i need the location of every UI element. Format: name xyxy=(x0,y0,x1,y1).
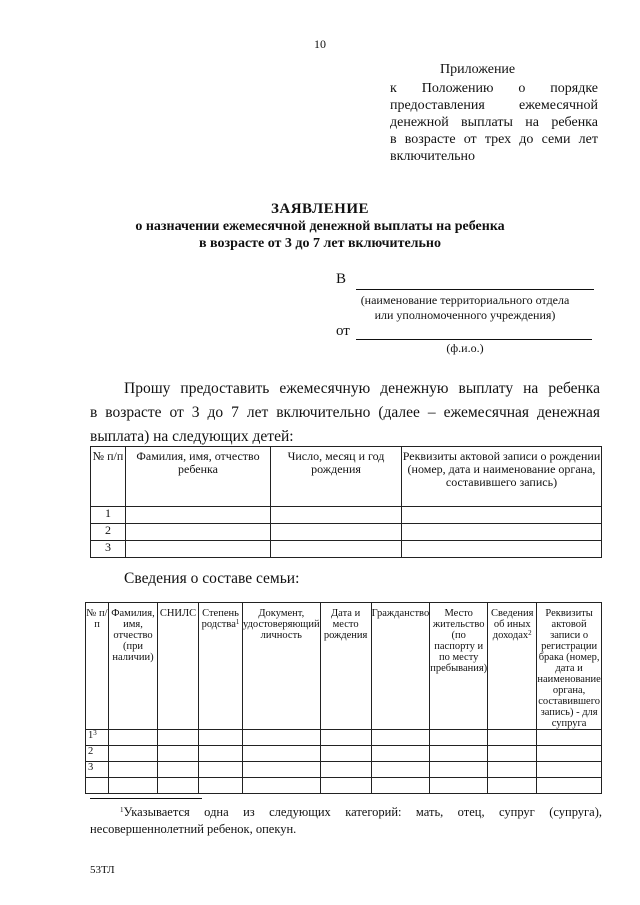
row-number-text: 1 xyxy=(88,730,94,741)
table-cell[interactable] xyxy=(402,541,602,558)
footnote-marker: 1 xyxy=(120,806,124,814)
family-table xyxy=(85,602,602,794)
kinship-label: Степень родства xyxy=(201,608,239,630)
table-cell[interactable] xyxy=(158,762,199,778)
request-line: в возрасте от 3 до 7 лет включительно (далее – ежемесячная денежная xyxy=(90,404,600,421)
appendix-line: предоставления ежемесячной xyxy=(390,98,598,113)
document-code: 53ТЛ xyxy=(90,864,115,876)
table-cell[interactable] xyxy=(320,762,371,778)
footnote xyxy=(90,804,602,838)
table-cell[interactable] xyxy=(320,730,371,746)
table-header: № п/п xyxy=(91,447,126,507)
table-row xyxy=(91,507,602,524)
to-caption: (наименование территориального отдела xyxy=(360,293,570,307)
table-cell[interactable] xyxy=(158,730,199,746)
table-cell[interactable] xyxy=(243,746,321,762)
table-header: Документ, удостоверяющий личность xyxy=(243,603,321,730)
table-header: Число, месяц и год рождения xyxy=(271,447,402,507)
table-cell[interactable] xyxy=(430,778,488,794)
row-number: 3 xyxy=(91,541,126,558)
table-cell[interactable] xyxy=(430,746,488,762)
appendix-text xyxy=(390,80,598,165)
appendix-line: к Положению о порядке xyxy=(390,81,598,96)
footnote-ref: 3 xyxy=(93,729,97,737)
table-cell[interactable] xyxy=(126,541,271,558)
table-cell[interactable] xyxy=(126,524,271,541)
table-cell[interactable] xyxy=(271,541,402,558)
table-cell[interactable] xyxy=(199,730,243,746)
row-number: 2 xyxy=(91,524,126,541)
table-row xyxy=(86,730,602,746)
document-subtitle: в возрасте от 3 до 7 лет включительно xyxy=(199,236,441,251)
table-cell[interactable] xyxy=(109,762,158,778)
table-cell[interactable] xyxy=(488,730,537,746)
row-number: 1 xyxy=(91,507,126,524)
table-header: № п/п xyxy=(86,603,109,730)
footnote-ref: 1 xyxy=(235,618,240,626)
table-cell[interactable] xyxy=(320,778,371,794)
table-row xyxy=(86,762,602,778)
table-header: Реквизиты актовой записи о рождении (номер, дата и наименование органа, составившего запись) xyxy=(402,447,602,507)
table-cell[interactable] xyxy=(126,507,271,524)
table-cell[interactable] xyxy=(537,778,602,794)
table-header: Реквизиты актовой записи о регистрации брака (номер, дата и наименование органа, составившего запись) - для супруга xyxy=(537,603,602,730)
table-cell[interactable] xyxy=(488,778,537,794)
table-cell[interactable] xyxy=(109,730,158,746)
document-subtitle: о назначении ежемесячной денежной выплаты на ребенка xyxy=(135,219,505,234)
table-cell[interactable] xyxy=(320,746,371,762)
table-cell[interactable] xyxy=(243,778,321,794)
footnote-ref: 2 xyxy=(528,629,532,637)
table-cell[interactable] xyxy=(158,746,199,762)
table-cell[interactable] xyxy=(371,746,430,762)
table-cell[interactable] xyxy=(109,778,158,794)
table-cell[interactable] xyxy=(430,762,488,778)
table-header: Фамилия, имя, отчество ребенка xyxy=(126,447,271,507)
table-cell[interactable] xyxy=(430,730,488,746)
to-field-line xyxy=(356,289,594,290)
appendix-line: денежной выплаты на ребенка xyxy=(390,115,598,130)
table-cell[interactable] xyxy=(109,746,158,762)
table-cell[interactable] xyxy=(537,746,602,762)
table-row xyxy=(91,524,602,541)
fio-caption: (ф.и.о.) xyxy=(446,341,484,355)
request-paragraph xyxy=(90,377,600,449)
request-line: Прошу предоставить ежемесячную денежную выплату на ребенка xyxy=(124,380,600,397)
request-line: выплата) на следующих детей: xyxy=(90,428,294,445)
table-header: Место жительство (по паспорту и по месту пребывания) xyxy=(430,603,488,730)
to-caption: или уполномоченного учреждения) xyxy=(374,308,556,322)
appendix-line: в возрасте от трех до семи лет xyxy=(390,132,598,147)
from-label: от xyxy=(336,323,350,339)
table-cell[interactable] xyxy=(371,762,430,778)
page-number: 10 xyxy=(314,37,326,51)
table-header xyxy=(199,603,243,730)
appendix-title: Приложение xyxy=(440,62,516,77)
table-cell[interactable] xyxy=(158,778,199,794)
table-header-row xyxy=(91,447,602,507)
table-cell[interactable] xyxy=(86,778,109,794)
row-number: 2 xyxy=(86,746,109,762)
from-field-line xyxy=(356,339,592,340)
footnote-text: Указывается одна из следующих категорий: мать, отец, супруг (супруга), xyxy=(123,805,602,819)
table-cell[interactable] xyxy=(537,730,602,746)
row-number xyxy=(86,730,109,746)
table-cell[interactable] xyxy=(199,762,243,778)
table-cell[interactable] xyxy=(199,778,243,794)
family-heading: Сведения о составе семьи: xyxy=(124,570,300,587)
footnote-separator xyxy=(90,798,202,799)
table-cell[interactable] xyxy=(243,762,321,778)
table-cell[interactable] xyxy=(371,778,430,794)
children-table xyxy=(90,446,602,558)
table-cell[interactable] xyxy=(488,762,537,778)
table-cell[interactable] xyxy=(371,730,430,746)
footnote-line xyxy=(90,804,602,821)
table-header: Дата и место рождения xyxy=(320,603,371,730)
table-header: Гражданство xyxy=(371,603,430,730)
table-header: СНИЛС xyxy=(158,603,199,730)
table-cell[interactable] xyxy=(271,524,402,541)
row-number: 3 xyxy=(86,762,109,778)
table-cell[interactable] xyxy=(199,746,243,762)
table-cell[interactable] xyxy=(402,507,602,524)
footnote-line: несовершеннолетний ребенок, опекун. xyxy=(90,822,297,836)
table-header-row xyxy=(86,603,602,730)
table-row xyxy=(86,746,602,762)
to-label: В xyxy=(336,271,347,287)
appendix-line: включительно xyxy=(390,149,476,164)
table-row xyxy=(91,541,602,558)
table-cell[interactable] xyxy=(537,762,602,778)
income-label: Сведения об иных доходах xyxy=(490,608,534,641)
table-cell[interactable] xyxy=(271,507,402,524)
table-header xyxy=(488,603,537,730)
table-cell[interactable] xyxy=(243,730,321,746)
document-title: ЗАЯВЛЕНИЕ xyxy=(270,201,370,217)
table-header: Фамилия, имя, отчество (при наличии) xyxy=(109,603,158,730)
table-cell[interactable] xyxy=(488,746,537,762)
table-cell[interactable] xyxy=(402,524,602,541)
table-row xyxy=(86,778,602,794)
